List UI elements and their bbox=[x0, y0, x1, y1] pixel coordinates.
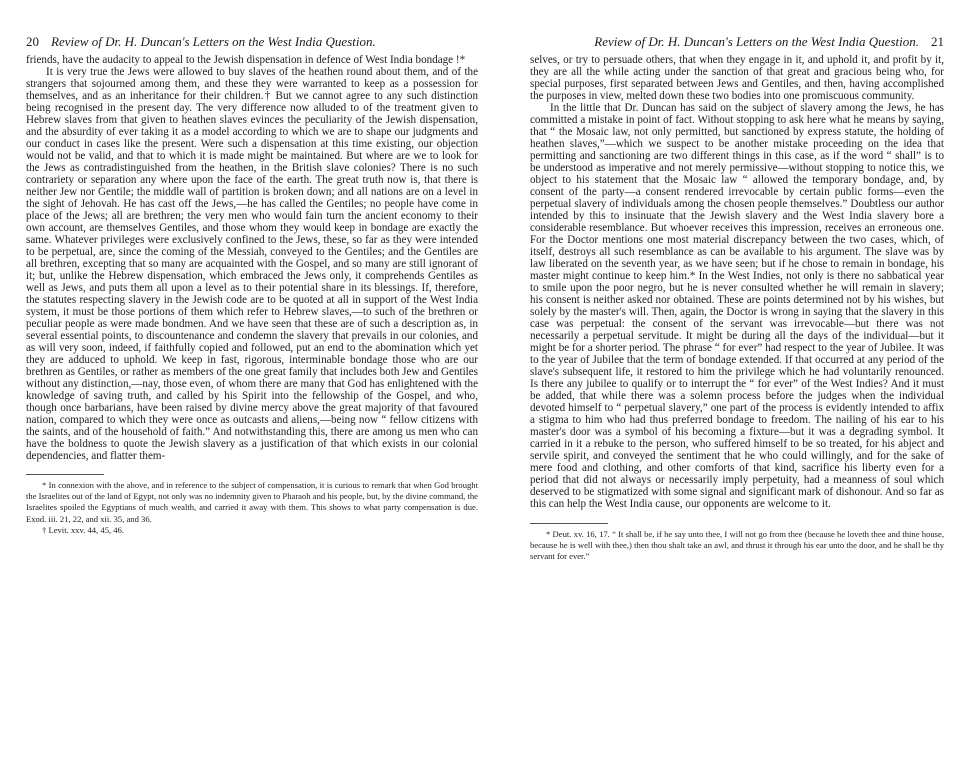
right-page-body bbox=[530, 54, 944, 510]
left-page bbox=[26, 34, 478, 774]
left-page-header bbox=[26, 34, 478, 54]
right-page-header bbox=[530, 34, 944, 54]
right-footnote-1: * Deut. xv. 16, 17. “ It shall be, if he say unto thee, I will not go from thee (because he loveth thee and thine house, because he is well with thee,) then thou shalt take an awl, and thrust it through his ear unto the door, and he shall be thy servant for ever.” bbox=[530, 529, 944, 562]
left-paragraph-1: friends, have the audacity to appeal to the Jewish dispensation in defence of West India bondage !* bbox=[26, 54, 466, 66]
right-footnote-rule bbox=[530, 523, 608, 524]
left-footnote-rule bbox=[26, 474, 104, 475]
left-page-number: 20 bbox=[26, 34, 39, 49]
right-page bbox=[530, 34, 944, 774]
right-paragraph-1: selves, or try to persuade others, that when they engage in it, and uphold it, and profit by it, they are all the while acting under the sanction of that great and gracious being who, for special purposes, first separated between Jews and Gentiles, and then, having accomplished the purposes in view, melted down these two bodies into one promiscuous community. bbox=[530, 54, 944, 102]
right-running-head: Review of Dr. H. Duncan's Letters on the West India Question. bbox=[594, 34, 919, 49]
left-page-body bbox=[26, 54, 478, 462]
left-paragraph-2: It is very true the Jews were allowed to buy slaves of the heathen round about them, and of the strangers that sojourned among them, and these they were warranted to keep as a possession for themselves, and as an inheritance for their children.† But we cannot agree to any such distinction being recognised in the present day. The very difference now alluded to of the treatment given to Hebrew slaves from that given to heathen slaves evinces the peculiarity of the Jewish dispensation, and the absurdity of ever taking it as a model according to which we are to shape our judgments and our conduct in cases like the present. Were such a dispensation at this time existing, our objection would not be valid, and that to which it is made might be maintained. But where are we to look for the Jews as contradistinguished from the heathen, in the British slave colonies? There is no such contrariety or separation any where upon the face of the earth. The great truth now is, that there is neither Jew nor Gentile; the middle wall of partition is broken down; and all nations are on a level in the sight of Jehovah. He has cast off the Jews,—he has called the Gentiles; no people have come in place of the Jews; all are brethren; the very men who would fain turn the ancient economy to their own account, are themselves Gentiles, and those whom they would keep in bondage are exactly the same. Whatever privileges were exclusively confined to the Jews, these, so far as they were intended to be perpetual, are, since the coming of the Messiah, conveyed to the Gentiles; and the Gentiles are all brethren, excepting that so many are acquainted with the Gospel, and so many are still ignorant of it; but, unlike the Hebrew dispensation, which embraced the Jews only, it comprehends Gentiles as well as Jews, and puts them all upon a level as to their potential share in its blessings. If, therefore, the statutes respecting slavery in the Jewish code are to be quoted at all in support of the West India system, it must be those portions of them which refer to Hebrew slaves,—to such of the brethren or peculiar people as were made bondmen. And we have seen that these are of such a description as, in several essential points, to discountenance and condemn the slavery that prevails in our colonies, and as will very soon, indeed, if faithfully copied and followed, put an end to the abomination which yet they are adduced to uphold. We keep in fast, rigorous, interminable bondage those who are our brethren as Gentiles, or rather as members of the one great family that includes both Jew and Gentiles without any distinction,—nay, those even, of whom there are many that God has enlightened with the knowledge of saving truth, and called by his Spirit into the fellowship of the Gospel, and who, though once barbarians, have been raised by divine mercy above the great majority of that favoured nation, compared to which they were once as outcasts and aliens,—being now “ fellow citizens with the saints, and of the household of faith.” And notwithstanding this, there are among us men who can have the boldness to quote the Jewish slavery as a justification of that which exists in our colonial dependencies, and flatter them- bbox=[26, 66, 478, 462]
left-footnote-2: † Levit. xxv. 44, 45, 46. bbox=[42, 524, 125, 535]
right-paragraph-2: In the little that Dr. Duncan has said on the subject of slavery among the Jews, he has committed a mistake in point of fact. Without stopping to ask here what he means by saying, that “ the Mosaic law, not only permitted, but sanctioned by express statute, the holding of heathen slaves,”—which we suspect to be another mistake proceeding on the idea that permitting and sanctioning are two different things in this case, as if the word “ shall” is to be understood as imperative and not merely permissive—without stopping to notice this, we object to his statement that the Mosaic law “ allowed the temporary bondage, and, by consent of the party—a consent rendered irrevocable by certain public forms—even the perpetual slavery of individuals among the chosen people themselves.” Doubtless our author intended by this to insinuate that the Jewish slavery and the West India slavery bore a considerable resemblance. But whoever receives this impression, receives an erroneous one. For the Doctor mentions one most material discrepancy between the two cases, which, of itself, destroys all such resemblance as can be available to his argument. The slave was by law liberated on the seventh year, as we have seen; but if he chose to remain in bondage, his master might continue to keep him.* In the West Indies, not only is there no sabbatical year to smile upon the poor negro, but he is never consulted whether he will remain in slavery; his consent is neither asked nor obtained. These are points determined not by his wishes, but solely by the master's will. Then, again, the Doctor is wrong in saying that the slavery in this case was perpetual: the consent of the servant was irrevocable—but there was not necessarily a perpetual servitude. It might be during all the days of the individual—but it might be for a shorter period. The phrase “ for ever” had respect to the year of Jubilee. It was to the year of Jubilee that the term of bondage extended. If that occurred at any period of the slave's subsequent life, it restored to him the privilege which he had voluntarily renounced. Is there any jubilee to qualify or to interrupt the “ for ever” of the West Indies? And it must be added, that while there was a solemn process before the judges when the individual devoted himself to “ perpetual slavery,” one part of the process is evidently intended to affix a stigma to him who had thus preferred bondage to freedom. The nailing of his ear to his master's door was a symbol of his becoming a fixture—but it was a degrading symbol. It carried in it a rebuke to the person, who suffered himself to be so treated, for his abject and servile spirit, and conveyed the sentiment that he who could willingly, and for the sake of mere food and clothing, and other comforts of that kind, sacrifice his liberty even for a period that did not always or necessarily imply perpetuity, had a meanness of soul which deserved to be stigmatized with some signal and significant mark of dishonour. And so far as this can help the West India cause, our opponents are welcome to it. bbox=[530, 102, 944, 510]
right-page-number: 21 bbox=[931, 34, 944, 49]
left-footnote-1: * In connexion with the above, and in reference to the subject of compensation, it is curious to remark that when God brought the Israelites out of the land of Egypt, not only was no indemnity given to Pharaoh and his people, but, by the divine command, the Israelites spoiled the Egyptians of much wealth, and carried it away with them. This shows to what party compensation is due. Exod. iii. 21, 22, and xii. 35, and 36. bbox=[26, 480, 478, 524]
left-footnotes bbox=[26, 480, 478, 536]
left-running-head: Review of Dr. H. Duncan's Letters on the West India Question. bbox=[51, 34, 376, 49]
right-footnotes bbox=[530, 529, 944, 563]
